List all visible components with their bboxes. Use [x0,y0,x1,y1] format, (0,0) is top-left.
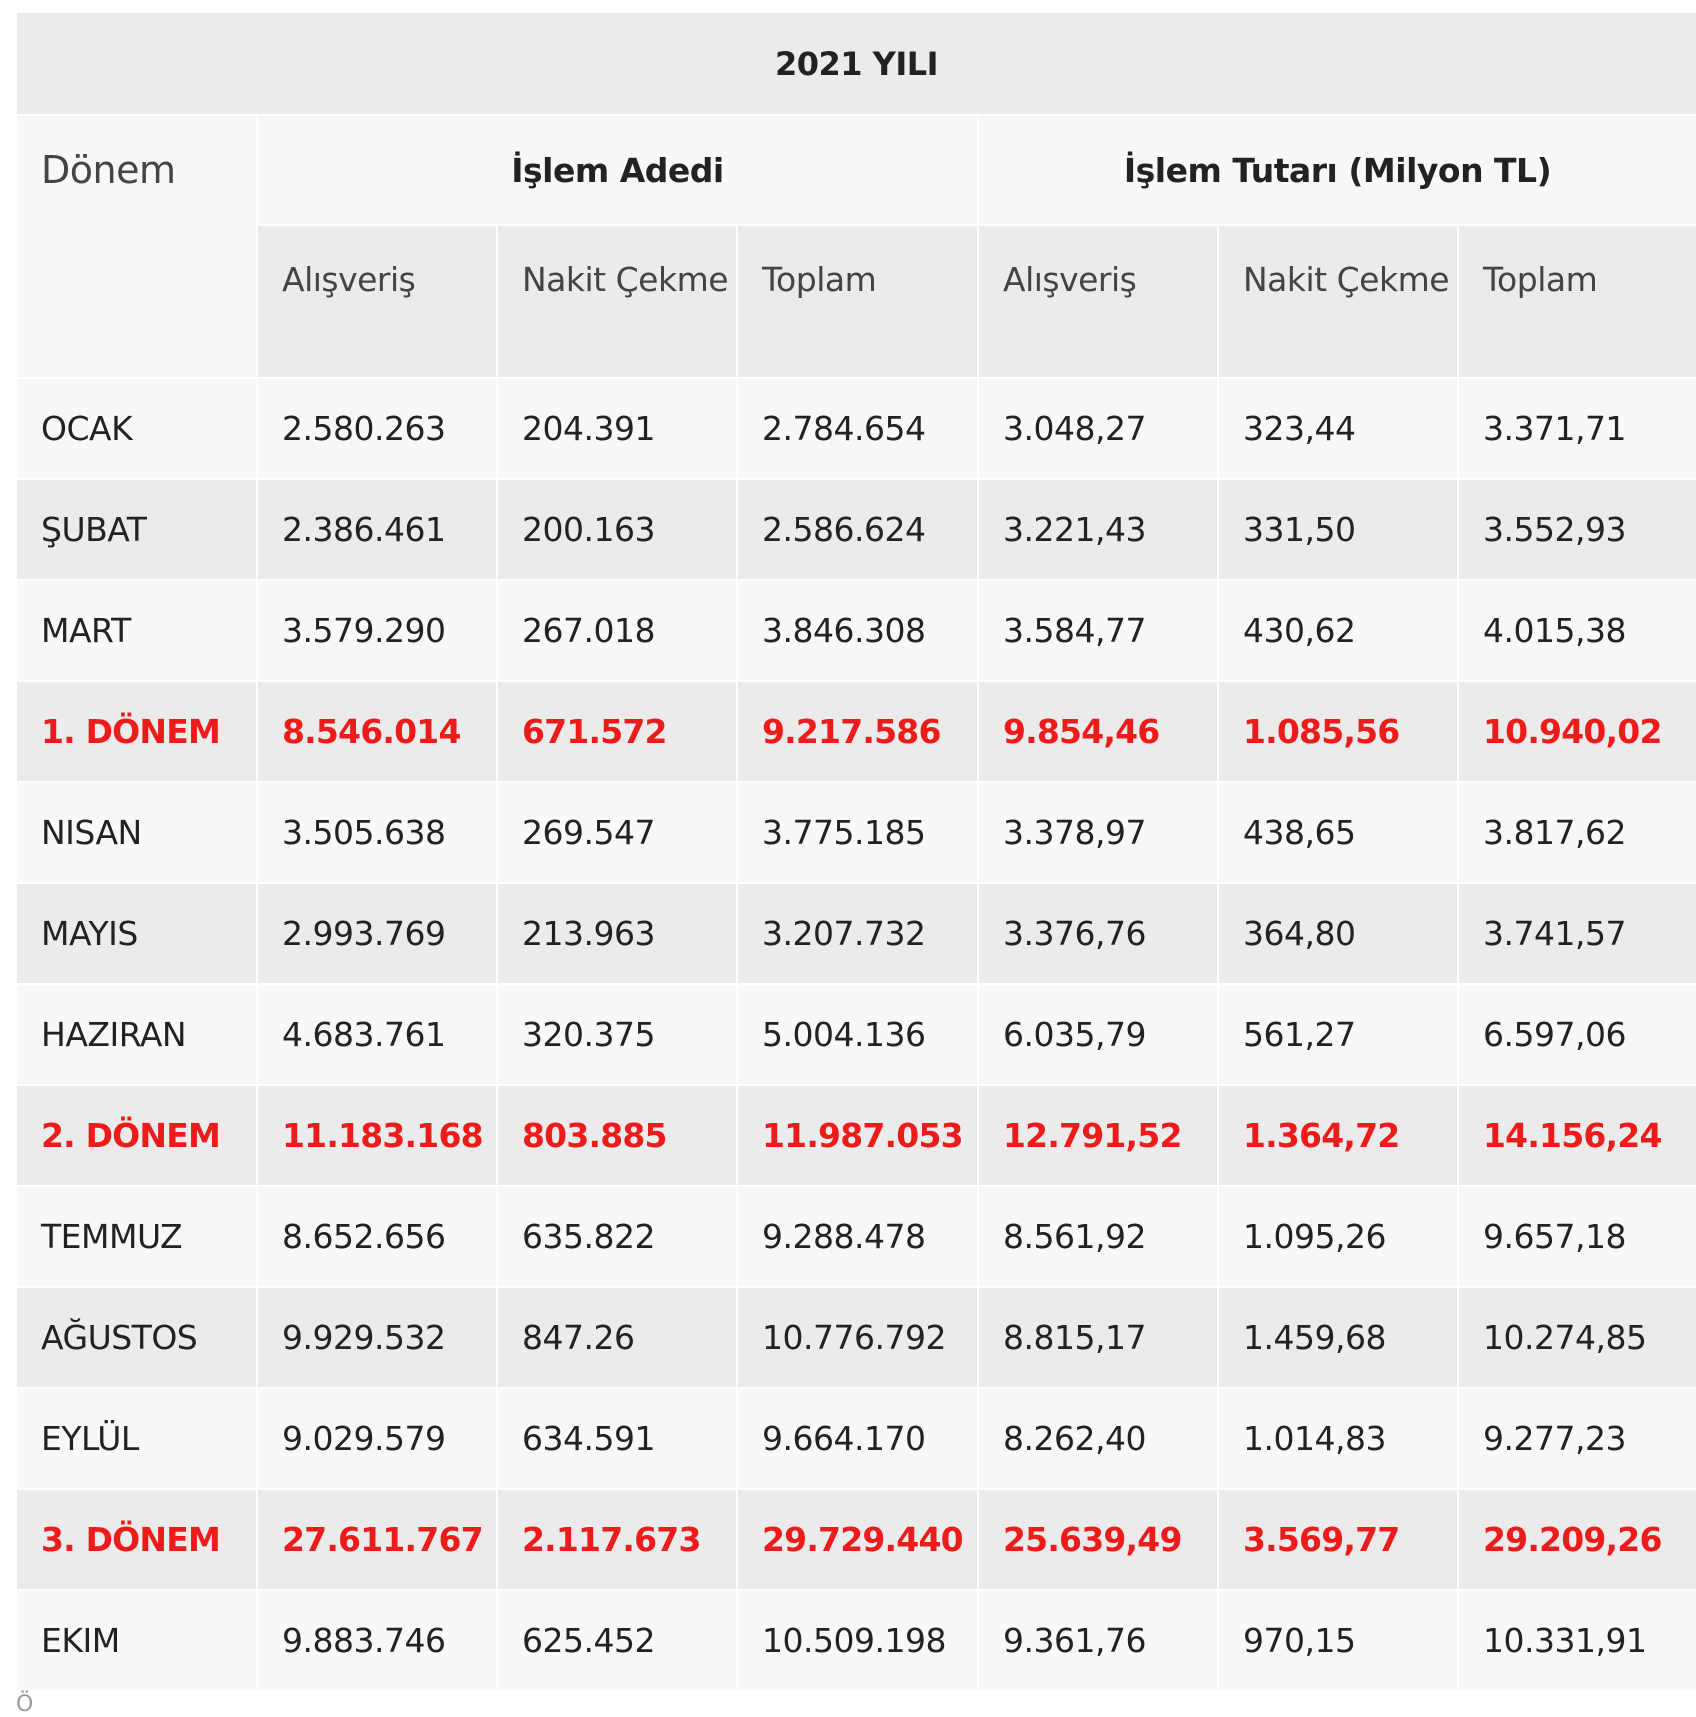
value-cell: 671.572 [497,681,737,782]
value-cell: 2.993.769 [257,883,497,984]
value-cell: 10.776.792 [737,1287,978,1388]
value-cell: 6.597,06 [1458,984,1696,1085]
table-body [16,378,1696,1691]
value-cell: 27.611.767 [257,1489,497,1590]
value-cell: 5.004.136 [737,984,978,1085]
value-cell: 1.364,72 [1218,1085,1458,1186]
subheader-count-shopping: Alışveriş [257,225,497,378]
table-row-total [16,681,1696,782]
value-cell: 11.183.168 [257,1085,497,1186]
value-cell: 11.987.053 [737,1085,978,1186]
value-cell: 803.885 [497,1085,737,1186]
period-cell: 2. DÖNEM [16,1085,257,1186]
value-cell: 9.664.170 [737,1388,978,1489]
period-cell: EYLÜL [16,1388,257,1489]
table-row [16,580,1696,681]
value-cell: 4.015,38 [1458,580,1696,681]
value-cell: 3.817,62 [1458,782,1696,883]
table-row [16,984,1696,1085]
group-header-row [16,115,1696,225]
value-cell: 9.883.746 [257,1590,497,1691]
subheader-count-cash: Nakit Çekme [497,225,737,378]
value-cell: 3.552,93 [1458,479,1696,580]
value-cell: 9.361,76 [978,1590,1218,1691]
value-cell: 3.207.732 [737,883,978,984]
value-cell: 2.586.624 [737,479,978,580]
period-cell: 3. DÖNEM [16,1489,257,1590]
value-cell: 10.509.198 [737,1590,978,1691]
value-cell: 3.371,71 [1458,378,1696,479]
value-cell: 320.375 [497,984,737,1085]
value-cell: 9.657,18 [1458,1186,1696,1287]
value-cell: 561,27 [1218,984,1458,1085]
cut-off-text: Ö [16,1692,34,1717]
value-cell: 269.547 [497,782,737,883]
value-cell: 430,62 [1218,580,1458,681]
table-row [16,883,1696,984]
table-title: 2021 YILI [16,12,1696,115]
value-cell: 3.569,77 [1218,1489,1458,1590]
value-cell: 1.014,83 [1218,1388,1458,1489]
table-row [16,479,1696,580]
value-cell: 25.639,49 [978,1489,1218,1590]
value-cell: 1.459,68 [1218,1287,1458,1388]
value-cell: 634.591 [497,1388,737,1489]
value-cell: 200.163 [497,479,737,580]
value-cell: 8.546.014 [257,681,497,782]
table-row [16,1388,1696,1489]
value-cell: 10.274,85 [1458,1287,1696,1388]
value-cell: 1.095,26 [1218,1186,1458,1287]
value-cell: 3.376,76 [978,883,1218,984]
value-cell: 8.262,40 [978,1388,1218,1489]
value-cell: 323,44 [1218,378,1458,479]
table-row [16,1590,1696,1691]
value-cell: 2.580.263 [257,378,497,479]
period-cell: HAZIRAN [16,984,257,1085]
card-transactions-table [15,11,1696,1692]
value-cell: 3.378,97 [978,782,1218,883]
value-cell: 625.452 [497,1590,737,1691]
value-cell: 9.029.579 [257,1388,497,1489]
period-cell: AĞUSTOS [16,1287,257,1388]
value-cell: 635.822 [497,1186,737,1287]
table-row-total [16,1489,1696,1590]
value-cell: 3.775.185 [737,782,978,883]
value-cell: 3.741,57 [1458,883,1696,984]
group-header-amount: İşlem Tutarı (Milyon TL) [978,115,1696,225]
period-cell: EKIM [16,1590,257,1691]
value-cell: 1.085,56 [1218,681,1458,782]
period-header: Dönem [16,115,257,378]
value-cell: 10.940,02 [1458,681,1696,782]
value-cell: 3.579.290 [257,580,497,681]
value-cell: 438,65 [1218,782,1458,883]
subheader-amount-shopping: Alışveriş [978,225,1218,378]
value-cell: 331,50 [1218,479,1458,580]
subheader-count-total: Toplam [737,225,978,378]
value-cell: 970,15 [1218,1590,1458,1691]
value-cell: 267.018 [497,580,737,681]
value-cell: 14.156,24 [1458,1085,1696,1186]
table-row [16,1186,1696,1287]
table-row-total [16,1085,1696,1186]
value-cell: 9.217.586 [737,681,978,782]
table-row [16,1287,1696,1388]
title-row [16,12,1696,115]
period-cell: 1. DÖNEM [16,681,257,782]
period-cell: ŞUBAT [16,479,257,580]
value-cell: 29.729.440 [737,1489,978,1590]
value-cell: 3.505.638 [257,782,497,883]
value-cell: 3.584,77 [978,580,1218,681]
period-cell: OCAK [16,378,257,479]
value-cell: 9.929.532 [257,1287,497,1388]
value-cell: 3.221,43 [978,479,1218,580]
value-cell: 6.035,79 [978,984,1218,1085]
value-cell: 2.784.654 [737,378,978,479]
subheader-row [16,225,1696,378]
value-cell: 364,80 [1218,883,1458,984]
value-cell: 2.386.461 [257,479,497,580]
period-cell: TEMMUZ [16,1186,257,1287]
table-row [16,378,1696,479]
value-cell: 29.209,26 [1458,1489,1696,1590]
period-cell: MART [16,580,257,681]
value-cell: 4.683.761 [257,984,497,1085]
value-cell: 204.391 [497,378,737,479]
value-cell: 9.277,23 [1458,1388,1696,1489]
value-cell: 2.117.673 [497,1489,737,1590]
value-cell: 10.331,91 [1458,1590,1696,1691]
value-cell: 9.288.478 [737,1186,978,1287]
subheader-amount-total: Toplam [1458,225,1696,378]
table-row [16,782,1696,883]
period-cell: MAYIS [16,883,257,984]
period-cell: NISAN [16,782,257,883]
value-cell: 3.846.308 [737,580,978,681]
value-cell: 847.26 [497,1287,737,1388]
group-header-count: İşlem Adedi [257,115,978,225]
value-cell: 8.561,92 [978,1186,1218,1287]
value-cell: 8.652.656 [257,1186,497,1287]
value-cell: 213.963 [497,883,737,984]
table-container [15,11,1696,1692]
value-cell: 9.854,46 [978,681,1218,782]
subheader-amount-cash: Nakit Çekme [1218,225,1458,378]
value-cell: 3.048,27 [978,378,1218,479]
value-cell: 8.815,17 [978,1287,1218,1388]
value-cell: 12.791,52 [978,1085,1218,1186]
